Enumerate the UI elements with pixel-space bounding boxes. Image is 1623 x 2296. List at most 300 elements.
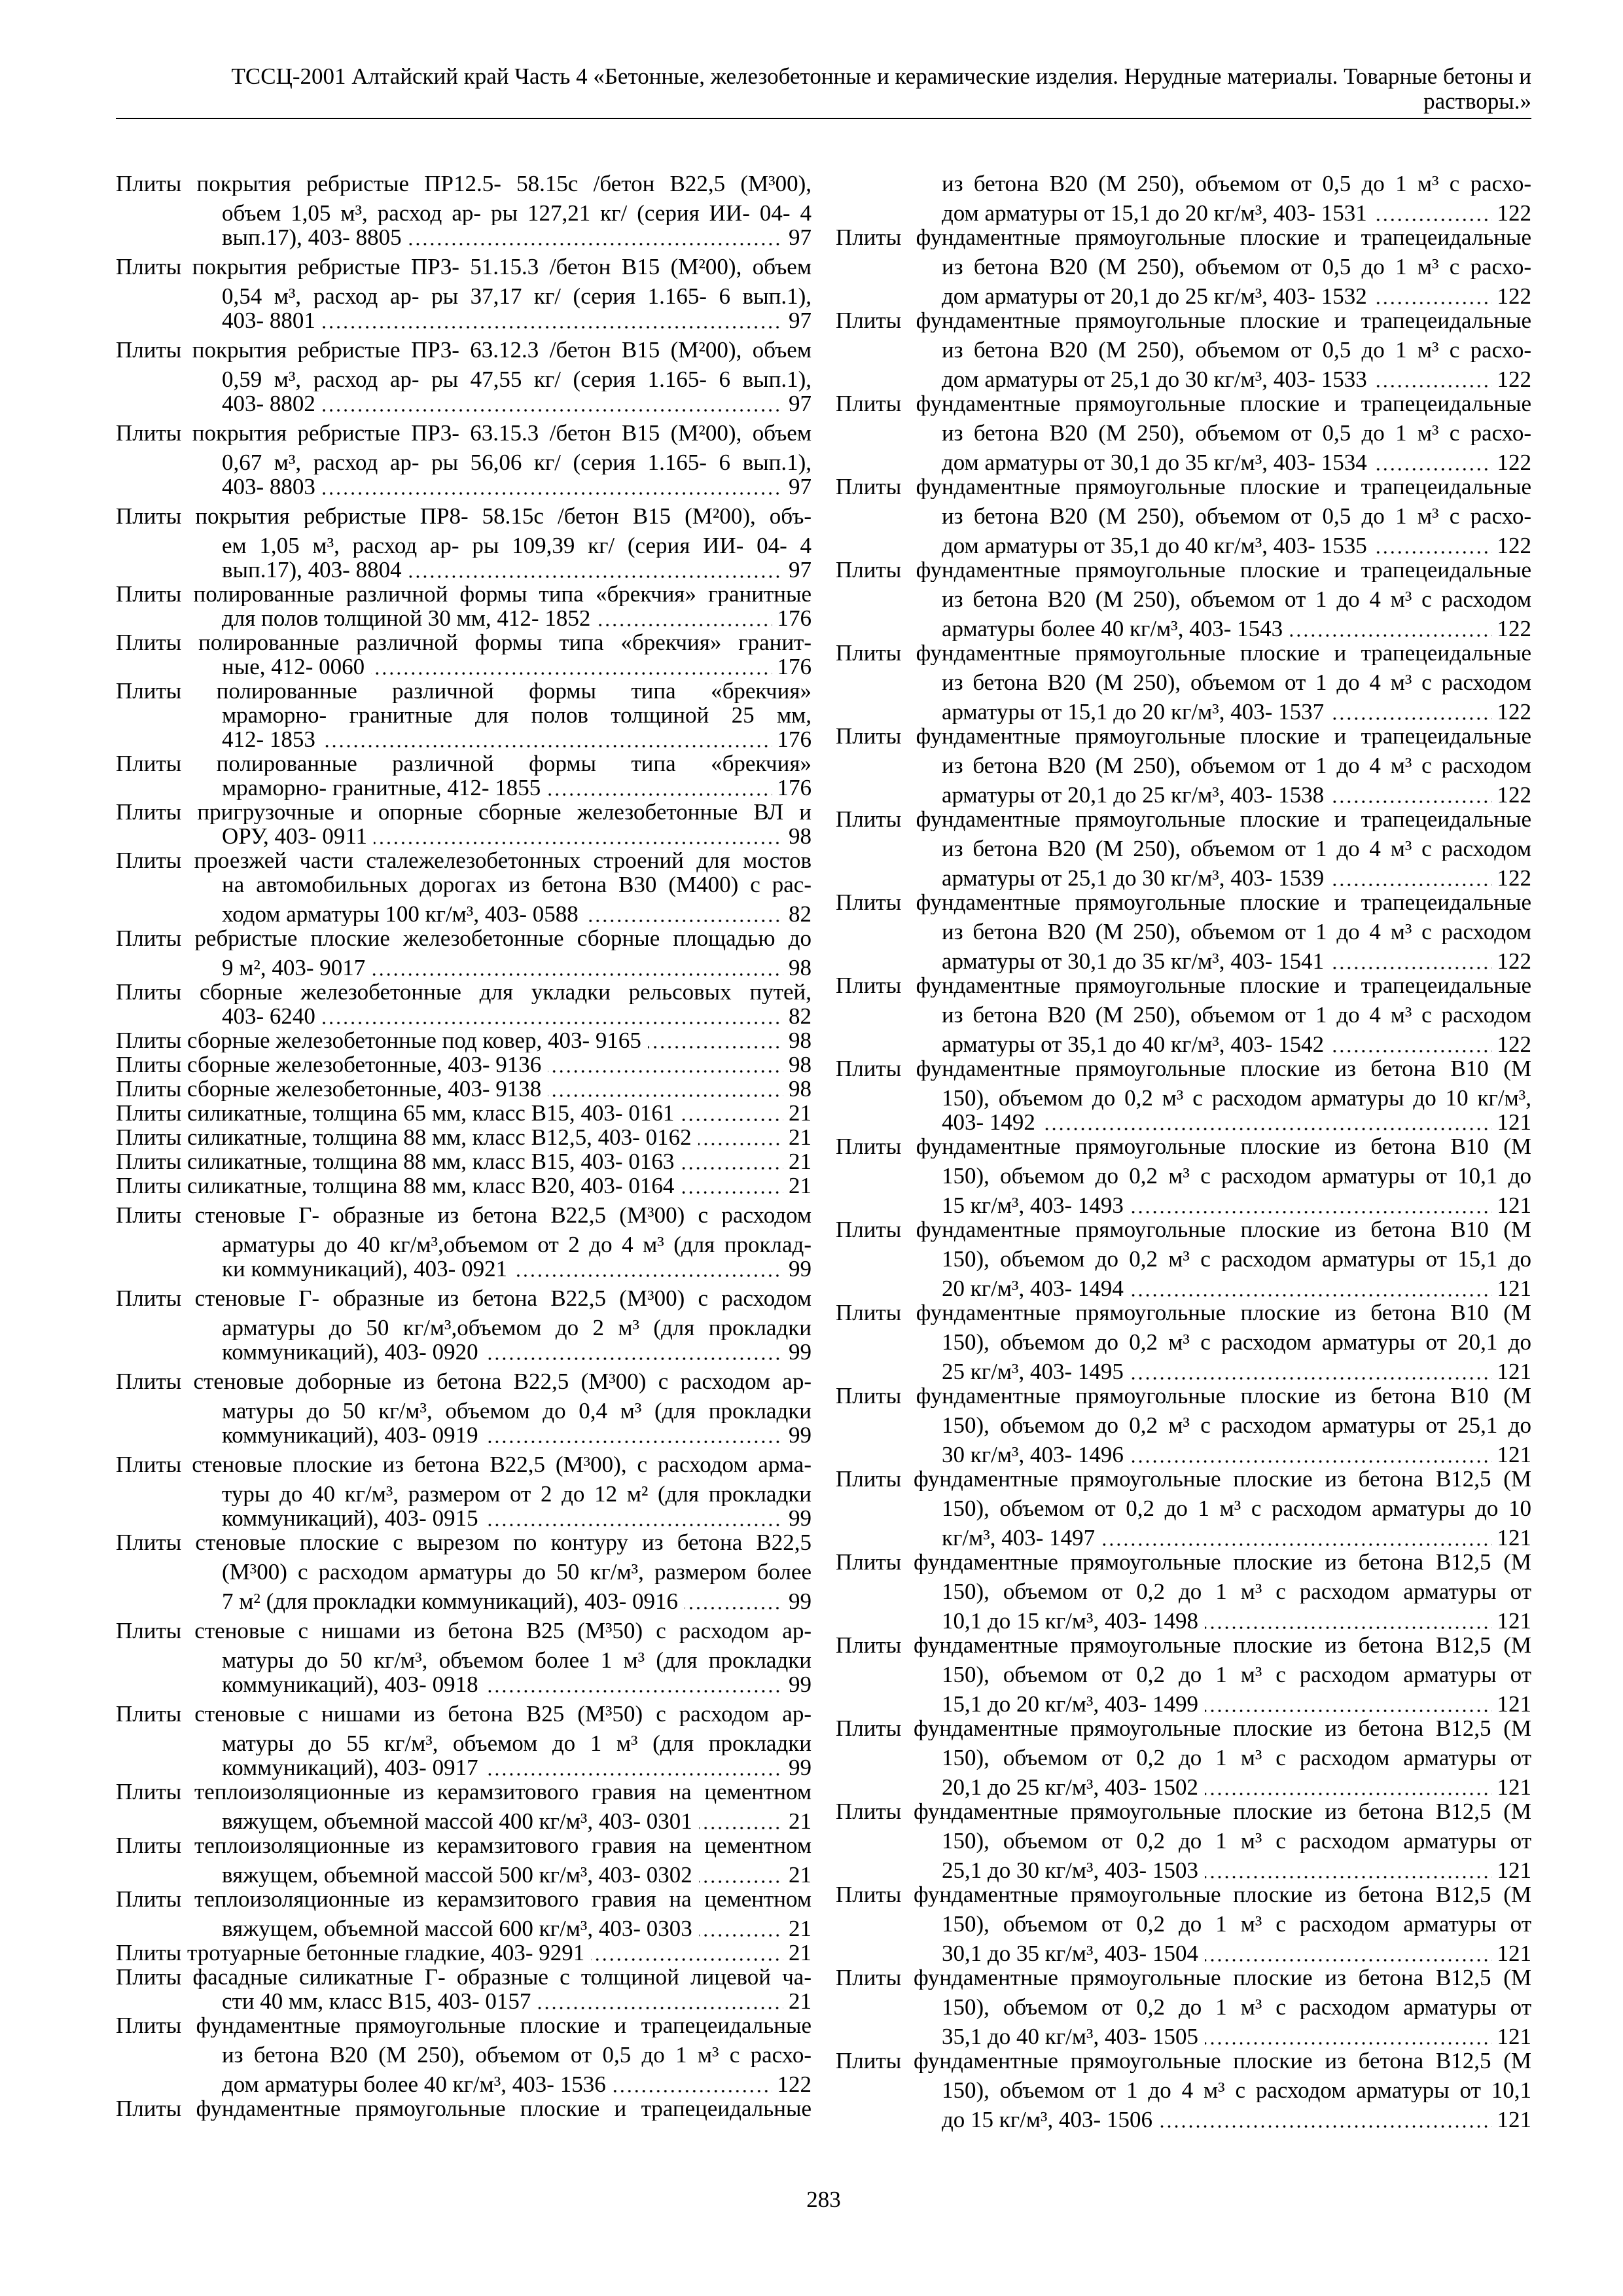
index-entry-line xyxy=(836,1437,1531,1467)
index-entry-line: 150), объемом от 0,2 до 1 м³ с расходом арматуры от xyxy=(942,1662,1531,1687)
dot-leader xyxy=(1330,967,1491,969)
index-entry xyxy=(836,1633,1531,1716)
index-entry-line xyxy=(836,2019,1531,2049)
index-page-ref: 121 xyxy=(1497,1525,1531,1550)
dot-leader xyxy=(597,624,772,626)
index-entry-text: Плиты сборные железобетонные, 403- 9138 xyxy=(116,1077,542,1101)
dot-leader xyxy=(1374,302,1492,304)
dot-leader xyxy=(371,672,772,675)
running-header xyxy=(65,64,1531,114)
index-entry-line: Плиты стеновые Г- образные из бетона В22,5 (М³00) с расходом xyxy=(116,1285,812,1310)
dot-leader xyxy=(485,1441,783,1443)
index-entry-line: Плиты фундаментные прямоугольные плоские и трапецеидальные xyxy=(836,890,1531,914)
index-entry-line xyxy=(116,1941,812,1965)
dot-leader xyxy=(322,745,772,747)
index-entry-line xyxy=(116,1804,812,1833)
index-entry-text: коммуникаций), 403- 0915 xyxy=(222,1506,478,1530)
index-entry xyxy=(116,1125,812,1149)
index-entry xyxy=(116,679,812,751)
index-page-ref: 122 xyxy=(1497,616,1531,641)
index-entry-line xyxy=(836,1520,1531,1550)
dot-leader xyxy=(322,1022,783,1024)
dot-leader xyxy=(1101,1543,1491,1546)
index-entry xyxy=(116,1174,812,1198)
index-entry xyxy=(116,630,812,679)
index-entry-line: Плиты фундаментные прямоугольные плоские и трапецеидальные xyxy=(836,558,1531,582)
index-entry xyxy=(836,1550,1531,1633)
dot-leader xyxy=(648,1046,783,1049)
index-page-ref: 122 xyxy=(1497,865,1531,890)
dot-leader xyxy=(1130,1294,1492,1297)
index-entry-line: матуры до 50 кг/м³, объемом до 0,4 м³ (для прокладки xyxy=(222,1398,812,1423)
index-entry-line xyxy=(116,1857,812,1887)
index-entry-line: 150), объемом до 0,2 м³ с расходом арматуры от 10,1 до xyxy=(942,1163,1531,1188)
index-page-ref: 121 xyxy=(1497,1193,1531,1217)
index-entry-line: Плиты фундаментные прямоугольные плоские и трапецеидальные xyxy=(836,807,1531,831)
index-entry-line xyxy=(836,1188,1531,1217)
index-page-ref: 21 xyxy=(789,1149,812,1174)
index-entry-text: Плиты сборные железобетонные, 403- 9136 xyxy=(116,1052,542,1077)
index-page-ref: 21 xyxy=(789,1125,812,1149)
dot-leader xyxy=(1205,1710,1492,1712)
index-entry xyxy=(116,499,812,582)
dot-leader xyxy=(1205,1793,1492,1795)
index-entry-text: коммуникаций), 403- 0918 xyxy=(222,1672,478,1696)
index-page-ref: 21 xyxy=(789,1808,812,1833)
index-page-ref: 121 xyxy=(1497,1941,1531,1965)
index-entry-line: Плиты стеновые с нишами из бетона В25 (М³50) с расходом ар- xyxy=(116,1618,812,1643)
dot-leader xyxy=(485,1524,783,1526)
index-page-ref: 121 xyxy=(1497,1774,1531,1799)
index-page-ref: 99 xyxy=(789,1340,812,1364)
index-entry xyxy=(836,1300,1531,1384)
index-entry-line xyxy=(116,1125,812,1149)
index-page-ref: 122 xyxy=(1497,1031,1531,1056)
index-entry-line xyxy=(116,776,812,800)
index-entry-line xyxy=(116,950,812,980)
dot-leader xyxy=(485,1773,783,1776)
index-page-ref: 121 xyxy=(1497,2107,1531,2132)
index-entry xyxy=(836,973,1531,1056)
index-page-ref: 98 xyxy=(789,1052,812,1077)
index-entry-line xyxy=(116,1340,812,1364)
index-entry-line: Плиты фундаментные прямоугольные плоские и трапецеидальные xyxy=(836,308,1531,332)
index-entry-line xyxy=(836,1110,1531,1134)
index-page-ref: 99 xyxy=(789,1672,812,1696)
index-entry-text: 7 м² (для прокладки коммуникаций), 403- 0916 xyxy=(222,1588,679,1613)
index-entry-text: Плиты силикатные, толщина 88 мм, класс В15, 403- 0163 xyxy=(116,1149,675,1174)
index-entry-line xyxy=(836,1604,1531,1633)
index-entry-line: Плиты фундаментные прямоугольные плоские и трапецеидальные xyxy=(836,973,1531,997)
index-entry-text: 30,1 до 35 кг/м³, 403- 1504 xyxy=(942,1941,1198,1965)
index-entry-line: Плиты фундаментные прямоугольные плоские из бетона В12,5 (М xyxy=(836,1467,1531,1491)
index-page-ref: 122 xyxy=(1497,699,1531,724)
index-entry-line xyxy=(116,655,812,679)
index-entry-line: Плиты фундаментные прямоугольные плоские из бетона В12,5 (М xyxy=(836,1799,1531,1823)
index-entry-line: Плиты сборные железобетонные для укладки рельсовых путей, xyxy=(116,980,812,1004)
index-entry xyxy=(116,1780,812,1833)
index-entry xyxy=(836,166,1531,225)
index-entry-text: ки коммуникаций), 403- 0921 xyxy=(222,1257,508,1281)
index-page-ref: 122 xyxy=(1497,533,1531,558)
dot-leader xyxy=(1374,468,1492,471)
dot-leader xyxy=(1330,884,1491,886)
dot-leader xyxy=(485,1690,783,1693)
index-entry xyxy=(116,1052,812,1077)
index-page-ref: 99 xyxy=(789,1423,812,1447)
index-entry-line: 150), объемом от 0,2 до 1 м³ с расходом арматуры от xyxy=(942,1828,1531,1853)
index-entry-text: для полов толщиной 30 мм, 412- 1852 xyxy=(222,606,591,630)
index-entry-line: Плиты фундаментные прямоугольные плоские и трапецеидальные xyxy=(836,391,1531,416)
index-entry-line xyxy=(116,308,812,332)
index-entry-line xyxy=(836,611,1531,641)
index-entry-line: из бетона В20 (М 250), объемом от 0,5 до 1 м³ с расхо- xyxy=(942,337,1531,362)
dot-leader xyxy=(322,326,783,329)
index-entry-line: Плиты полированные различной формы типа «брекчия» xyxy=(116,679,812,703)
dot-leader xyxy=(372,973,783,976)
index-entry-line: Плиты теплоизоляционные из керамзитового гравия на цементном xyxy=(116,1833,812,1857)
index-entry xyxy=(116,1696,812,1780)
index-entry-line xyxy=(116,475,812,499)
index-entry-text: ные, 412- 0060 xyxy=(222,655,365,679)
index-page-ref: 98 xyxy=(789,824,812,848)
index-page-ref: 176 xyxy=(777,776,812,800)
index-entry-text: дом арматуры от 35,1 до 40 кг/м³, 403- 1535 xyxy=(942,533,1367,558)
index-entry xyxy=(116,1198,812,1281)
index-entry xyxy=(116,166,812,249)
index-entry-line: Плиты фундаментные прямоугольные плоские из бетона В12,5 (М xyxy=(836,2049,1531,2073)
index-page-ref: 176 xyxy=(777,606,812,630)
index-entry-text: 15,1 до 20 кг/м³, 403- 1499 xyxy=(942,1691,1198,1716)
index-entry-line: матуры до 50 кг/м³, объемом более 1 м³ (для прокладки xyxy=(222,1647,812,1672)
index-entry xyxy=(116,582,812,630)
dot-leader xyxy=(548,1070,783,1073)
index-entry-line: Плиты теплоизоляционные из керамзитового гравия на цементном xyxy=(116,1887,812,1911)
dot-leader xyxy=(547,793,772,796)
index-entry-text: Плиты тротуарные бетонные гладкие, 403- 9291 xyxy=(116,1941,585,1965)
index-entry-line: из бетона В20 (М 250), объемом от 1 до 4 м³ с расходом xyxy=(942,919,1531,944)
index-page-ref: 121 xyxy=(1497,2024,1531,2049)
dot-leader xyxy=(374,842,783,844)
index-entry-line: объем 1,05 м³, расход ар- ры 127,21 кг/ (серия ИИ- 04- 4 xyxy=(222,200,812,225)
dot-leader xyxy=(1042,1128,1492,1130)
index-entry-line xyxy=(116,1077,812,1101)
index-entry-text: коммуникаций), 403- 0920 xyxy=(222,1340,478,1364)
index-entry-line xyxy=(836,861,1531,890)
index-entry-line xyxy=(116,1506,812,1530)
index-entry-line xyxy=(116,824,812,848)
index-page-ref: 98 xyxy=(789,1028,812,1052)
index-entry xyxy=(116,1077,812,1101)
index-entry-line xyxy=(836,445,1531,475)
index-entry xyxy=(116,1281,812,1364)
dot-leader xyxy=(613,2090,772,2092)
index-column-right xyxy=(836,166,1531,2132)
index-entry-line: Плиты фундаментные прямоугольные плоские и трапецеидальные xyxy=(836,724,1531,748)
index-entry-line xyxy=(836,1770,1531,1799)
index-entry-line: Плиты стеновые плоские с вырезом по контуру из бетона В22,5 xyxy=(116,1530,812,1554)
index-entry-text: арматуры от 35,1 до 40 кг/м³, 403- 1542 xyxy=(942,1031,1325,1056)
dot-leader xyxy=(1330,800,1491,803)
index-entry-text: 403- 8803 xyxy=(222,475,315,499)
index-entry-text: сти 40 мм, класс В15, 403- 0157 xyxy=(222,1989,531,2013)
index-entry-line: Плиты фундаментные прямоугольные плоские из бетона В12,5 (М xyxy=(836,1882,1531,1907)
running-header-line: ТССЦ-2001 Алтайский край Часть 4 «Бетонные, железобетонные и керамические изделия. Нерудные материалы. Товарные бетоны и xyxy=(231,63,1531,89)
dot-leader xyxy=(322,492,783,495)
index-entry xyxy=(836,1384,1531,1467)
dot-leader xyxy=(1205,2042,1492,2045)
index-entry-text: 25 кг/м³, 403- 1495 xyxy=(942,1359,1124,1384)
running-header-line: растворы.» xyxy=(1423,88,1531,114)
index-entry xyxy=(836,1217,1531,1300)
index-entry xyxy=(116,1447,812,1530)
index-page-ref: 97 xyxy=(789,308,812,332)
dot-leader xyxy=(1330,717,1491,720)
index-page-ref: 122 xyxy=(777,2072,812,2096)
index-entry-text: арматуры от 20,1 до 25 кг/м³, 403- 1538 xyxy=(942,782,1325,807)
index-entry-line xyxy=(836,528,1531,558)
index-entry-line: Плиты полированные различной формы типа «брекчия» xyxy=(116,751,812,776)
index-entry-line: из бетона В20 (М 250), объемом от 0,5 до 1 м³ с расхо- xyxy=(942,503,1531,528)
index-entry-line: 150), объемом до 0,2 м³ с расходом арматуры до 10 кг/м³, xyxy=(942,1085,1531,1110)
index-entry xyxy=(116,2013,812,2096)
index-column-left xyxy=(116,166,812,2121)
index-entry-text: 403- 6240 xyxy=(222,1004,315,1028)
dot-leader xyxy=(1330,1050,1491,1052)
index-entry-line xyxy=(116,606,812,630)
index-entry-line: матуры до 55 кг/м³, объемом до 1 м³ (для прокладки xyxy=(222,1731,812,1755)
index-entry-text: 412- 1853 xyxy=(222,727,315,751)
index-entry-line: Плиты фундаментные прямоугольные плоские и трапецеидальные xyxy=(836,225,1531,249)
dot-leader xyxy=(537,2007,783,2009)
index-entry-text: 403- 1492 xyxy=(942,1110,1035,1134)
index-entry xyxy=(836,2049,1531,2132)
index-entry-text: вып.17), 403- 8804 xyxy=(222,558,402,582)
index-page-ref: 21 xyxy=(789,1862,812,1887)
index-entry xyxy=(116,1941,812,1965)
index-entry-text: 403- 8801 xyxy=(222,308,315,332)
index-entry-text: до 15 кг/м³, 403- 1506 xyxy=(942,2107,1152,2132)
index-entry xyxy=(116,2096,812,2121)
index-entry-line: 0,59 м³, расход ар- ры 47,55 кг/ (серия 1.165- 6 вып.1), xyxy=(222,367,812,391)
index-entry xyxy=(836,1134,1531,1217)
index-entry-line xyxy=(116,1584,812,1613)
index-entry-line xyxy=(116,2067,812,2096)
index-entry-line: Плиты стеновые доборные из бетона В22,5 (М³00) с расходом ар- xyxy=(116,1369,812,1393)
index-entry-line: на автомобильных дорогах из бетона В30 (М400) с рас- xyxy=(222,872,812,897)
index-entry-line: Плиты фундаментные прямоугольные плоские из бетона В12,5 (М xyxy=(836,1965,1531,1990)
index-entry-line xyxy=(836,1687,1531,1716)
index-page-ref: 122 xyxy=(1497,948,1531,973)
index-entry-line: Плиты фундаментные прямоугольные плоские из бетона В10 (М xyxy=(836,1056,1531,1081)
index-entry-text: вяжущем, объемной массой 500 кг/м³, 403- 0302 xyxy=(222,1862,692,1887)
index-entry xyxy=(836,1056,1531,1134)
index-entry-text: коммуникаций), 403- 0917 xyxy=(222,1755,478,1780)
index-entry xyxy=(836,391,1531,475)
index-page-ref: 21 xyxy=(789,1174,812,1198)
index-page-ref: 122 xyxy=(1497,450,1531,475)
index-entry-text: кг/м³, 403- 1497 xyxy=(942,1525,1096,1550)
index-page-ref: 98 xyxy=(789,955,812,980)
index-entry-line: Плиты полированные различной формы типа «брекчия» гранитные xyxy=(116,582,812,606)
index-entry-line: 0,54 м³, расход ар- ры 37,17 кг/ (серия 1.165- 6 вып.1), xyxy=(222,283,812,308)
index-entry-text: 30 кг/м³, 403- 1496 xyxy=(942,1442,1124,1467)
dot-leader xyxy=(514,1274,783,1277)
index-entry-line xyxy=(836,944,1531,973)
index-entry-line: из бетона В20 (М 250), объемом от 1 до 4 м³ с расходом xyxy=(942,670,1531,694)
index-entry-text: дом арматуры более 40 кг/м³, 403- 1536 xyxy=(222,2072,606,2096)
index-page-ref: 21 xyxy=(789,1989,812,2013)
index-entry-text: Плиты силикатные, толщина 88 мм, класс В12,5, 403- 0162 xyxy=(116,1125,692,1149)
index-entry xyxy=(116,1887,812,1941)
index-entry-line xyxy=(836,694,1531,724)
dot-leader xyxy=(485,1357,783,1360)
index-entry-line xyxy=(116,1052,812,1077)
index-entry-line xyxy=(836,196,1531,225)
index-entry xyxy=(116,416,812,499)
index-page-ref: 121 xyxy=(1497,1691,1531,1716)
index-entry xyxy=(836,890,1531,973)
index-entry-line xyxy=(116,1989,812,2013)
index-entry-line xyxy=(836,1271,1531,1300)
index-entry-line: Плиты пригрузочные и опорные сборные железобетонные ВЛ и xyxy=(116,800,812,824)
index-entry-text: вып.17), 403- 8805 xyxy=(222,225,402,249)
index-entry-line: Плиты покрытия ребристые ПР3- 51.15.3 /бетон В15 (М²00), объем xyxy=(116,254,812,279)
index-entry-text: ОРУ, 403- 0911 xyxy=(222,824,368,848)
index-entry-line xyxy=(116,1101,812,1125)
index-page-ref: 82 xyxy=(789,1004,812,1028)
index-entry-text: арматуры от 25,1 до 30 кг/м³, 403- 1539 xyxy=(942,865,1325,890)
index-page-ref: 176 xyxy=(777,727,812,751)
index-entry-line xyxy=(836,778,1531,807)
index-entry-line: из бетона В20 (М 250), объемом от 1 до 4 м³ с расходом xyxy=(942,1002,1531,1027)
index-entry-line: Плиты фундаментные прямоугольные плоские и трапецеидальные xyxy=(836,475,1531,499)
index-entry xyxy=(116,1028,812,1052)
dot-leader xyxy=(408,575,783,578)
index-entry-line: мраморно- гранитные для полов толщиной 25 мм, xyxy=(222,703,812,727)
index-page-ref: 99 xyxy=(789,1588,812,1613)
index-entry-text: арматуры более 40 кг/м³, 403- 1543 xyxy=(942,616,1283,641)
dot-leader xyxy=(699,1934,783,1937)
index-entry xyxy=(836,1716,1531,1799)
index-entry xyxy=(836,225,1531,308)
index-entry xyxy=(836,641,1531,724)
index-entry-text: дом арматуры от 30,1 до 35 кг/м³, 403- 1534 xyxy=(942,450,1367,475)
dot-leader xyxy=(1374,385,1492,387)
index-entry-line xyxy=(116,1004,812,1028)
index-entry-line: Плиты стеновые Г- образные из бетона В22,5 (М³00) с расходом xyxy=(116,1202,812,1227)
index-entry-line: 150), объемом до 0,2 м³ с расходом арматуры от 15,1 до xyxy=(942,1246,1531,1271)
index-page-ref: 21 xyxy=(789,1916,812,1941)
dot-leader xyxy=(685,1607,783,1609)
index-entry-line: Плиты фундаментные прямоугольные плоские и трапецеидальные xyxy=(836,641,1531,665)
index-entry-text: Плиты сборные железобетонные под ковер, 403- 9165 xyxy=(116,1028,641,1052)
index-entry-line: арматуры до 50 кг/м³,объемом до 2 м³ (для прокладки xyxy=(222,1315,812,1340)
index-entry-line xyxy=(116,1174,812,1198)
index-page-ref: 121 xyxy=(1497,1110,1531,1134)
index-entry-line xyxy=(116,1028,812,1052)
index-page-ref: 176 xyxy=(777,655,812,679)
index-entry-line: Плиты фундаментные прямоугольные плоские и трапецеидальные xyxy=(116,2013,812,2037)
index-entry xyxy=(116,1101,812,1125)
index-entry-line xyxy=(836,362,1531,391)
index-entry-line: Плиты стеновые плоские из бетона В22,5 (М³00), с расходом арма- xyxy=(116,1452,812,1477)
index-entry-line xyxy=(836,1027,1531,1056)
index-entry xyxy=(116,751,812,800)
index-entry-line: Плиты фундаментные прямоугольные плоские из бетона В10 (М xyxy=(836,1217,1531,1242)
dot-leader xyxy=(1374,219,1492,221)
page-number: 283 xyxy=(806,2187,841,2212)
index-entry-line: из бетона В20 (М 250), объемом от 0,5 до 1 м³ с расхо- xyxy=(942,420,1531,445)
dot-leader xyxy=(1374,551,1492,554)
index-entry-line xyxy=(116,727,812,751)
index-page-ref: 97 xyxy=(789,225,812,249)
index-entry-line: ем 1,05 м³, расход ар- ры 109,39 кг/ (серия ИИ- 04- 4 xyxy=(222,533,812,558)
index-entry-line: из бетона В20 (М 250), объемом от 0,5 до 1 м³ с расхо- xyxy=(942,171,1531,196)
index-entry xyxy=(116,1833,812,1887)
index-entry-line xyxy=(836,1936,1531,1965)
index-entry-line: 150), объемом до 0,2 м³ с расходом арматуры от 20,1 до xyxy=(942,1329,1531,1354)
index-entry-text: 403- 8802 xyxy=(222,391,315,416)
index-page-ref: 97 xyxy=(789,558,812,582)
index-page-ref: 82 xyxy=(789,901,812,926)
index-page-ref: 21 xyxy=(789,1941,812,1965)
dot-leader xyxy=(681,1119,783,1121)
dot-leader xyxy=(548,1094,783,1097)
index-entry-line: Плиты покрытия ребристые ПР8- 58.15с /бетон В15 (М²00), объ- xyxy=(116,503,812,528)
index-entry xyxy=(116,1613,812,1696)
index-entry-line: из бетона В20 (М 250), объемом от 0,5 до 1 м³ с расхо- xyxy=(222,2042,812,2067)
index-entry-line xyxy=(116,1911,812,1941)
index-entry-line: Плиты фундаментные прямоугольные плоские из бетона В10 (М xyxy=(836,1300,1531,1325)
index-entry-text: коммуникаций), 403- 0919 xyxy=(222,1423,478,1447)
index-entry xyxy=(116,249,812,332)
index-entry-line: 150), объемом от 0,2 до 1 м³ с расходом арматуры до 10 xyxy=(942,1496,1531,1520)
index-entry-text: дом арматуры от 15,1 до 20 кг/м³, 403- 1531 xyxy=(942,200,1367,225)
dot-leader xyxy=(408,243,783,245)
index-entry-line xyxy=(116,1672,812,1696)
index-entry-line: туры до 40 кг/м³, размером от 2 до 12 м² (для прокладки xyxy=(222,1481,812,1506)
index-entry-line xyxy=(116,1149,812,1174)
dot-leader xyxy=(1130,1460,1492,1463)
index-entry-line: 150), объемом от 0,2 до 1 м³ с расходом арматуры от xyxy=(942,1911,1531,1936)
index-entry-line: Плиты покрытия ребристые ПР3- 63.15.3 /бетон В15 (М²00), объем xyxy=(116,420,812,445)
dot-leader xyxy=(699,1827,783,1829)
index-entry-line xyxy=(116,1755,812,1780)
index-entry xyxy=(116,926,812,980)
index-entry-text: вяжущем, объемной массой 600 кг/м³, 403- 0303 xyxy=(222,1916,692,1941)
index-entry-line: Плиты фундаментные прямоугольные плоские из бетона В10 (М xyxy=(836,1134,1531,1158)
dot-leader xyxy=(699,1880,783,1883)
index-entry xyxy=(116,800,812,848)
index-entry-text: 20 кг/м³, 403- 1494 xyxy=(942,1276,1124,1300)
index-entry-line: Плиты ребристые плоские железобетонные сборные площадью до xyxy=(116,926,812,950)
dot-leader xyxy=(1205,1959,1492,1962)
index-entry xyxy=(836,1882,1531,1965)
index-entry-line xyxy=(116,1257,812,1281)
index-entry-text: 10,1 до 15 кг/м³, 403- 1498 xyxy=(942,1608,1198,1633)
index-entry-line: Плиты покрытия ребристые ПР3- 63.12.3 /бетон В15 (М²00), объем xyxy=(116,337,812,362)
index-entry-line: Плиты стеновые с нишами из бетона В25 (М³50) с расходом ар- xyxy=(116,1701,812,1726)
index-page-ref: 121 xyxy=(1497,1857,1531,1882)
index-page-ref: 99 xyxy=(789,1506,812,1530)
index-entry-line: Плиты фундаментные прямоугольные плоские из бетона В12,5 (М xyxy=(836,1716,1531,1740)
index-page-ref: 97 xyxy=(789,391,812,416)
index-entry-line: из бетона В20 (М 250), объемом от 1 до 4 м³ с расходом xyxy=(942,753,1531,778)
index-entry-text: Плиты силикатные, толщина 65 мм, класс В15, 403- 0161 xyxy=(116,1101,675,1125)
index-entry xyxy=(116,1149,812,1174)
header-rule xyxy=(116,118,1531,119)
